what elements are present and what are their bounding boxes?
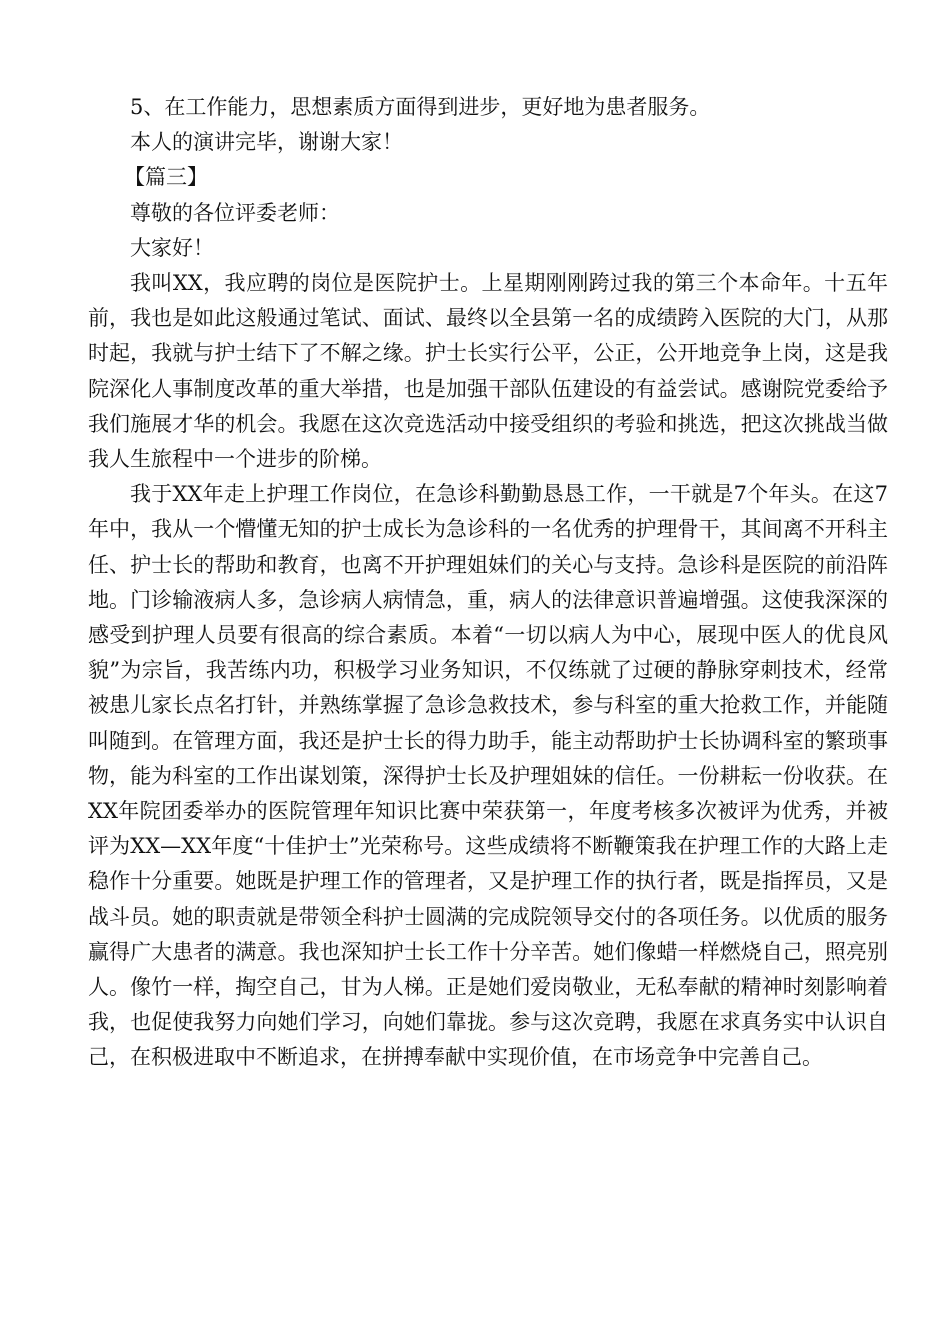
paragraph-experience: 我于XX年走上护理工作岗位，在急诊科勤勤恳恳工作，一干就是7个年头。在这7年中，我从一个懵懂无知的护士成长为急诊科的一名优秀的护理骨干，其间离不开科主任、护士长的帮助和教育，也离不开护理姐妹们的关心与支持。急诊科是医院的前沿阵地。门诊输液病人多，急诊病人病情急，重，病人的法律意识普遍增强。这使我深深的感受到护理人员要有很高的综合素质。本着“一切以病人为中心，展现中医人的优良风貌”为宗旨，我苦练内功，积极学习业务知识，不仅练就了过硬的静脉穿刺技术，经常被患儿家长点名打针，并熟练掌握了急诊急救技术，参与科室的重大抢救工作，并能随叫随到。在管理方面，我还是护士长的得力助手，能主动帮助护士长协调科室的繁琐事物，能为科室的工作出谋划策，深得护士长及护理姐妹的信任。一份耕耘一份收获。在XX年院团委举办的医院管理年知识比赛中荣获第一，年度考核多次被评为优秀，并被评为XX—XX年度“十佳护士”光荣称号。这些成绩将不断鞭策我在护理工作的大路上走稳作十分重要。她既是护理工作的管理者，又是护理工作的执行者，既是指挥员，又是战斗员。她的职责就是带领全科护士圆满的完成院领导交付的各项任务。以优质的服务赢得广大患者的满意。我也深知护士长工作十分辛苦。她们像蜡一样燃烧自己，照亮别人。像竹一样，掏空自己，甘为人梯。正是她们爱岗敬业，无私奉献的精神时刻影响着我，也促使我努力向她们学习，向她们靠拢。参与这次竞聘，我愿在求真务实中认识自己，在积极进取中不断追求，在拼搏奉献中实现价值，在市场竞争中完善自己。 <box>88 482 888 1070</box>
salutation: 尊敬的各位评委老师： <box>130 200 340 225</box>
section-heading: 【篇三】 <box>124 165 208 190</box>
paragraph-closing-remark: 本人的演讲完毕，谢谢大家！ <box>130 130 403 155</box>
greeting: 大家好！ <box>130 235 214 260</box>
paragraph-introduction: 我叫XX，我应聘的岗位是医院护士。上星期刚刚跨过我的第三个本命年。十五年前，我也是如此这般通过笔试、面试、最终以全县第一名的成绩跨入医院的大门，从那时起，我就与护士结下了不解之缘。护士长实行公平，公正，公开地竞争上岗，这是我院深化人事制度改革的重大举措，也是加强干部队伍建设的有益尝试。感谢院党委给予我们施展才华的机会。我愿在这次竞选活动中接受组织的考验和挑选，把这次挑战当做我人生旅程中一个进步的阶梯。 <box>88 271 888 472</box>
document-page <box>88 90 888 1076</box>
paragraph-item-5: 5、在工作能力，思想素质方面得到进步，更好地为患者服务。 <box>130 95 711 119</box>
